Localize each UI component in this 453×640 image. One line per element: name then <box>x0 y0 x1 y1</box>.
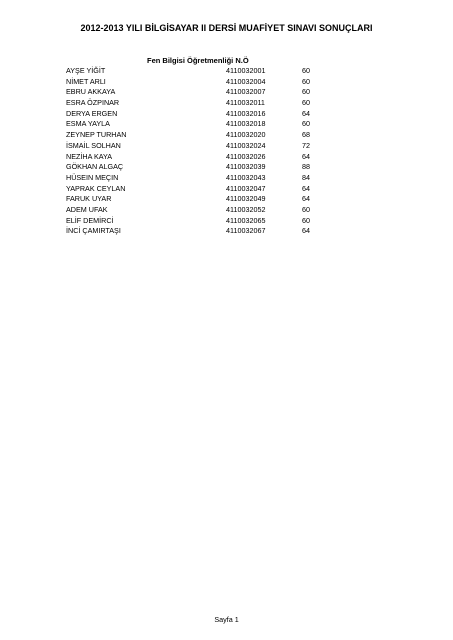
exam-score: 60 <box>302 215 310 225</box>
result-row <box>0 130 453 141</box>
result-row <box>0 173 453 184</box>
exam-score: 72 <box>302 140 310 150</box>
result-row <box>0 226 453 237</box>
exam-score: 64 <box>302 183 310 193</box>
student-name: ELİF DEMİRCİ <box>66 215 114 225</box>
student-number: 4110032043 <box>226 172 266 182</box>
result-row <box>0 87 453 98</box>
student-name: EBRU AKKAYA <box>66 87 116 97</box>
exam-score: 64 <box>302 108 310 118</box>
student-number: 4110032001 <box>226 66 266 75</box>
exam-score: 64 <box>302 151 310 161</box>
result-row <box>0 216 453 227</box>
student-name: İNCİ ÇAMIRTAŞI <box>66 226 121 236</box>
student-name: HÜSEIN MEÇIN <box>66 172 119 182</box>
exam-score: 60 <box>302 66 310 75</box>
student-number: 4110032049 <box>226 194 266 204</box>
student-number: 4110032011 <box>226 98 265 108</box>
exam-score: 60 <box>302 119 310 129</box>
student-name: DERYA ERGEN <box>66 108 118 118</box>
exam-score: 64 <box>302 226 310 236</box>
student-number: 4110032007 <box>226 87 266 97</box>
student-number: 4110032020 <box>226 130 266 140</box>
student-number: 4110032024 <box>226 140 266 150</box>
result-row <box>0 66 453 77</box>
student-name: FARUK UYAR <box>66 194 112 204</box>
student-name: ZEYNEP TURHAN <box>66 130 127 140</box>
student-number: 4110032039 <box>226 162 266 172</box>
student-name: YAPRAK CEYLAN <box>66 183 126 193</box>
student-number: 4110032018 <box>226 119 266 129</box>
result-row <box>0 152 453 163</box>
student-name: NİMET ARLI <box>66 76 106 86</box>
exam-score: 84 <box>302 172 310 182</box>
result-row <box>0 109 453 120</box>
student-number: 4110032052 <box>226 204 266 214</box>
result-row <box>0 184 453 195</box>
exam-score: 88 <box>302 162 310 172</box>
student-number: 4110032065 <box>226 215 266 225</box>
department-subtitle: Fen Bilgisi Öğretmenliği N.Ö <box>147 56 249 65</box>
student-name: NEZİHA KAYA <box>66 151 113 161</box>
exam-score: 60 <box>302 76 310 86</box>
student-number: 4110032067 <box>226 226 266 236</box>
student-number: 4110032047 <box>226 183 266 193</box>
document-title: 2012-2013 YILI BİLGİSAYAR II DERSİ MUAFİYET SINAVI SONUÇLARI <box>80 23 373 33</box>
student-number: 4110032016 <box>226 108 266 118</box>
student-name: İSMAİL SOLHAN <box>66 140 121 150</box>
student-name: GÖKHAN ALGAÇ <box>66 162 124 172</box>
student-name: ADEM UFAK <box>66 204 108 214</box>
result-row <box>0 194 453 205</box>
student-number: 4110032004 <box>226 76 266 86</box>
result-row <box>0 162 453 173</box>
result-row <box>0 205 453 216</box>
exam-score: 60 <box>302 204 310 214</box>
result-row <box>0 98 453 109</box>
result-row <box>0 77 453 88</box>
exam-score: 64 <box>302 194 310 204</box>
student-name: ESMA YAYLA <box>66 119 110 129</box>
result-row <box>0 119 453 130</box>
exam-score: 68 <box>302 130 310 140</box>
exam-score: 60 <box>302 98 310 108</box>
student-name: AYŞE YİĞİT <box>66 66 106 75</box>
results-list <box>0 66 453 237</box>
page-footer: Sayfa 1 <box>214 615 239 624</box>
result-row <box>0 141 453 152</box>
exam-score: 60 <box>302 87 310 97</box>
student-name: ESRA ÖZPINAR <box>66 98 120 108</box>
student-number: 4110032026 <box>226 151 266 161</box>
